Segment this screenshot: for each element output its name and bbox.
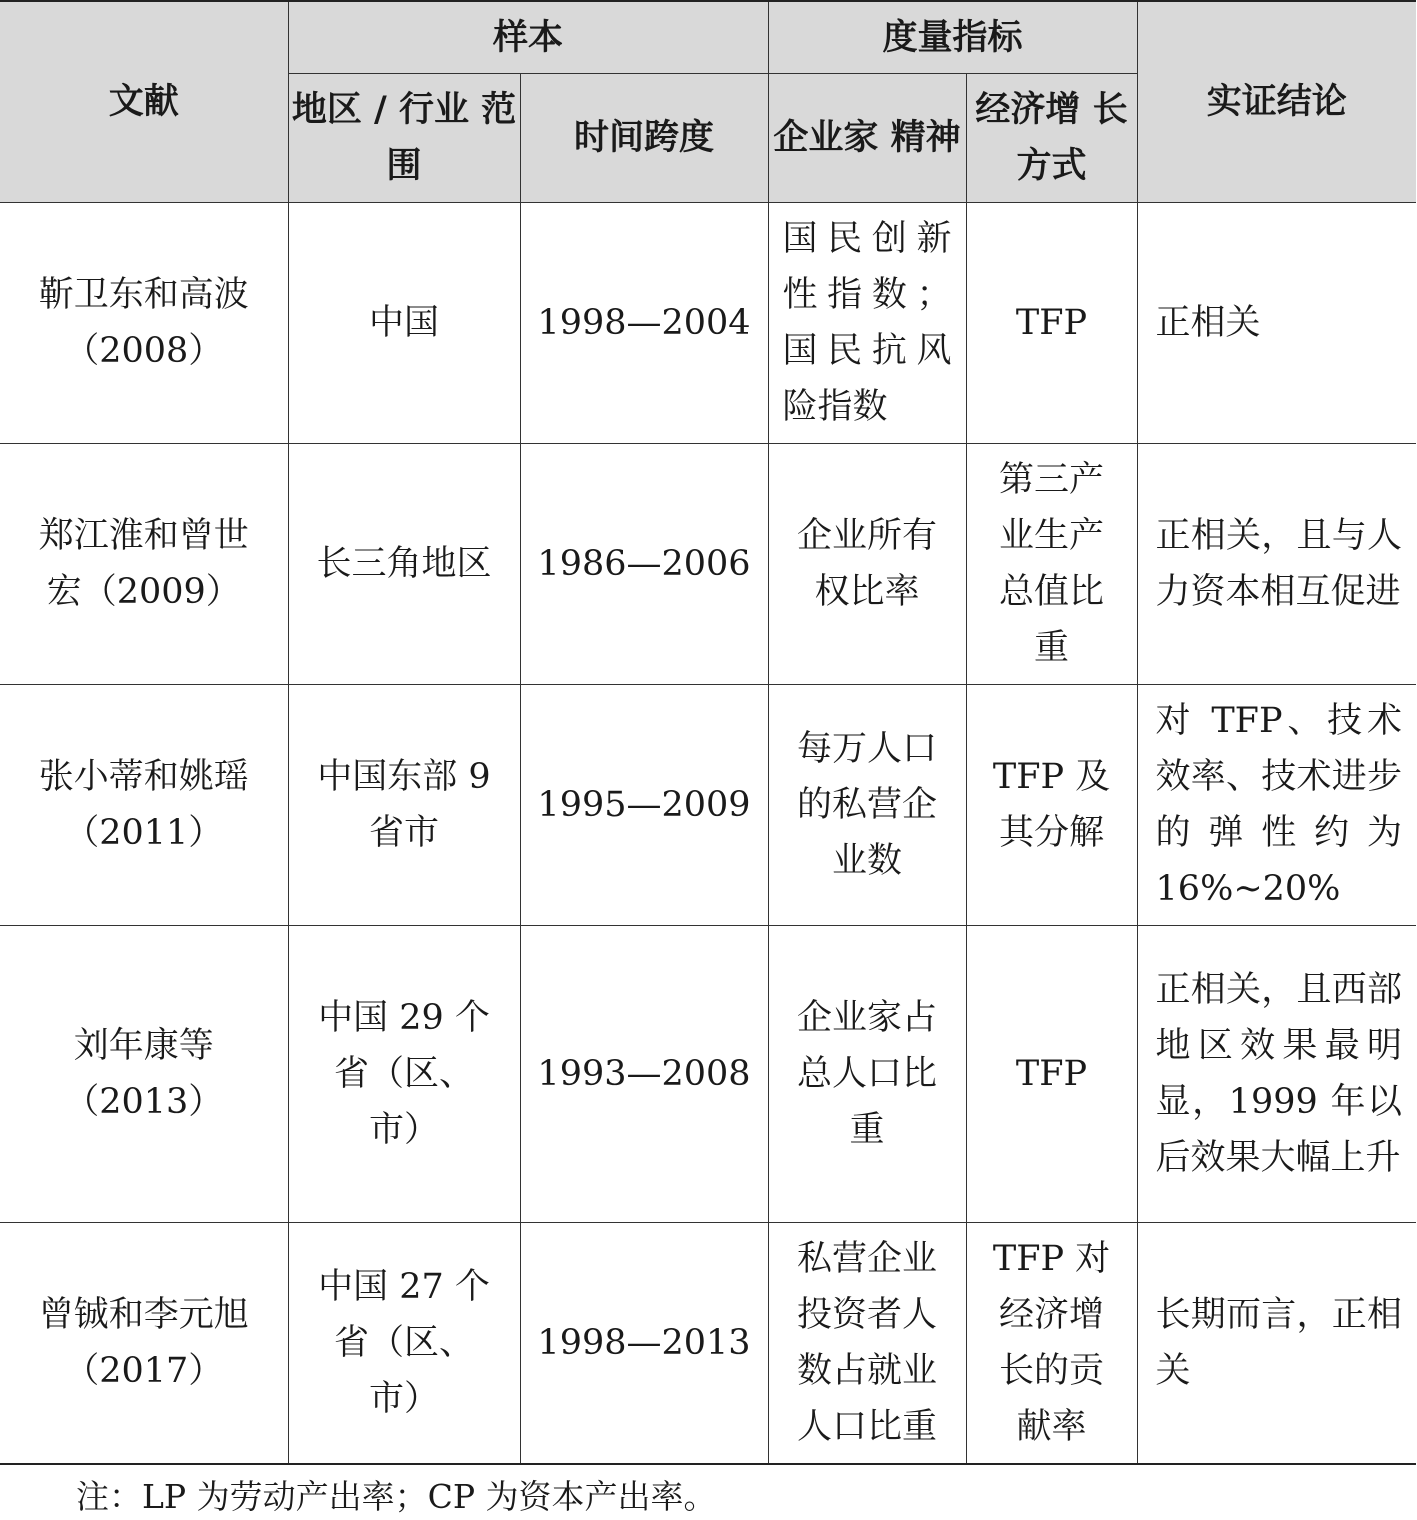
cell-entrepreneurship: 每万人口 的私营企 业数	[768, 685, 966, 926]
header-group-measure: 度量指标	[768, 1, 1137, 74]
header-region: 地区 / 行业 范围	[288, 74, 520, 203]
table-body	[0, 203, 1416, 1465]
cell-region: 中国 29 个 省（区、 市）	[288, 926, 520, 1223]
cell-growth-mode: TFP	[966, 926, 1137, 1223]
cell-growth-mode: TFP	[966, 203, 1137, 444]
cell-timespan: 1998—2013	[520, 1223, 768, 1465]
cell-timespan: 1995—2009	[520, 685, 768, 926]
cell-literature: 曾铖和李元旭 （2017）	[0, 1223, 288, 1465]
table-header	[0, 1, 1416, 203]
cell-growth-mode: TFP 及 其分解	[966, 685, 1137, 926]
table-row	[0, 444, 1416, 685]
table-note: 注：LP 为劳动产出率；CP 为资本产出率。	[76, 1477, 717, 1516]
cell-entrepreneurship: 国民创新性指数；国民抗风险指数	[768, 203, 966, 444]
header-conclusion: 实证结论	[1137, 1, 1416, 203]
cell-entrepreneurship: 私营企业 投资者人 数占就业 人口比重	[768, 1223, 966, 1465]
cell-conclusion: 长期而言，正相关	[1137, 1223, 1416, 1465]
header-growth-mode: 经济增 长方式	[966, 74, 1137, 203]
header-entrepreneurship: 企业家 精神	[768, 74, 966, 203]
cell-region: 长三角地区	[288, 444, 520, 685]
cell-timespan: 1998—2004	[520, 203, 768, 444]
table-row	[0, 926, 1416, 1223]
cell-region: 中国东部 9 省市	[288, 685, 520, 926]
cell-entrepreneurship: 企业家占 总人口比 重	[768, 926, 966, 1223]
cell-conclusion: 正相关，且西部地区效果最明显，1999 年以后效果大幅上升	[1137, 926, 1416, 1223]
header-timespan: 时间跨度	[520, 74, 768, 203]
cell-conclusion: 对 TFP、技术效率、技术进步的弹性约为 16%~20%	[1137, 685, 1416, 926]
cell-growth-mode: 第三产 业生产 总值比 重	[966, 444, 1137, 685]
cell-timespan: 1986—2006	[520, 444, 768, 685]
table-row	[0, 685, 1416, 926]
cell-region: 中国 27 个 省（区、 市）	[288, 1223, 520, 1465]
table-row	[0, 1223, 1416, 1465]
cell-region: 中国	[288, 203, 520, 444]
cell-conclusion: 正相关	[1137, 203, 1416, 444]
header-literature: 文献	[0, 1, 288, 203]
cell-entrepreneurship: 企业所有 权比率	[768, 444, 966, 685]
table-row	[0, 203, 1416, 444]
cell-literature: 张小蒂和姚瑶 （2011）	[0, 685, 288, 926]
cell-literature: 刘年康等 （2013）	[0, 926, 288, 1223]
cell-literature: 郑江淮和曾世 宏（2009）	[0, 444, 288, 685]
cell-timespan: 1993—2008	[520, 926, 768, 1223]
cell-conclusion: 正相关，且与人力资本相互促进	[1137, 444, 1416, 685]
cell-literature: 靳卫东和高波 （2008）	[0, 203, 288, 444]
header-group-sample: 样本	[288, 1, 768, 74]
cell-growth-mode: TFP 对 经济增 长的贡 献率	[966, 1223, 1137, 1465]
